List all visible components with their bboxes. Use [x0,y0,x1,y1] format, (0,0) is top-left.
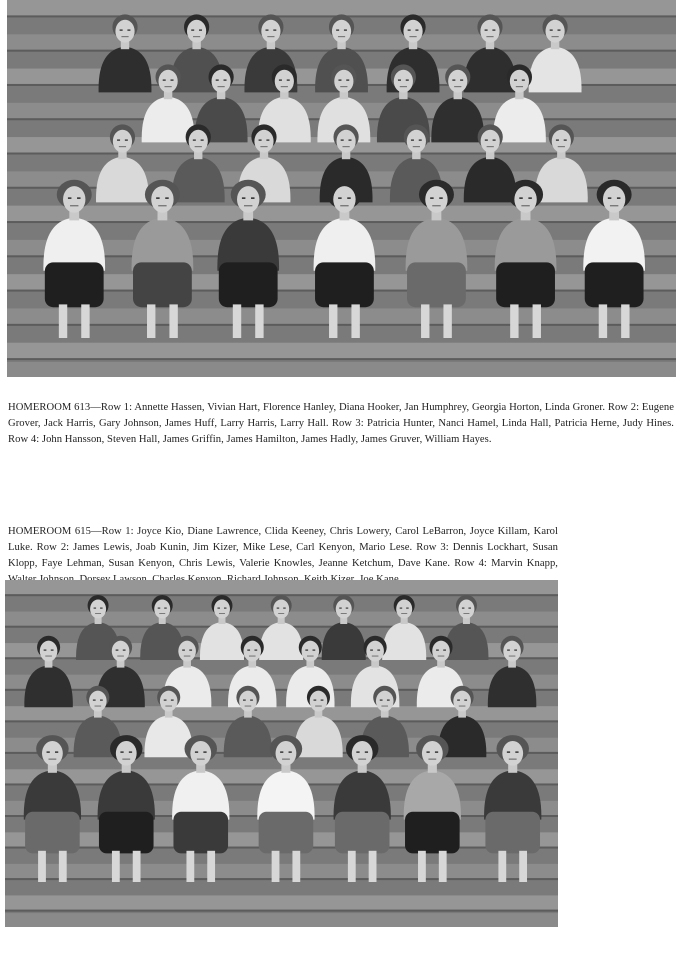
homeroom-615-group-photo [5,580,558,927]
homeroom-615-photo-drawing [5,580,558,927]
homeroom-613-photo-drawing [7,0,676,377]
homeroom-615-caption: HOMEROOM 615—Row 1: Joyce Kio, Diane Lawrence, Clida Keeney, Chris Lowery, Carol LeBarron, Joyce Killam, Karol Luke. Row 2: James Lewis, Joab Kunin, Jim Kizer, Mike Lese, Carl Kenyon, Mario Lese. Row 3: Dennis Lockhart, Susan Klopp, Faye Lehman, Susan Kenyon, Chris Lewis, Valerie Knowles, Jeanne Ketchum, Dave Kane. Row 4: Marvin Knapp, [8,525,558,569]
homeroom-613-caption: HOMEROOM 613—Row 1: Annette Hassen, Vivian Hart, Florence Hanley, Diana Hooker, Jan Humphrey, Georgia Horton, Linda Groner. Row 2: Eugene Grover, Jack Harris, Gary Johnson, James Huff, Larry Harris, Larry Hall. Row 3: Patricia Hunter, Nanci Hamel, Linda Hall, Patricia Herne, Judy Hines. Row 4: John Hansson, Steven Hall, James Griffin, James Hamilton, James Hadly, James Gruver, William Hayes. [8,401,674,445]
homeroom-613-group-photo [7,0,676,377]
